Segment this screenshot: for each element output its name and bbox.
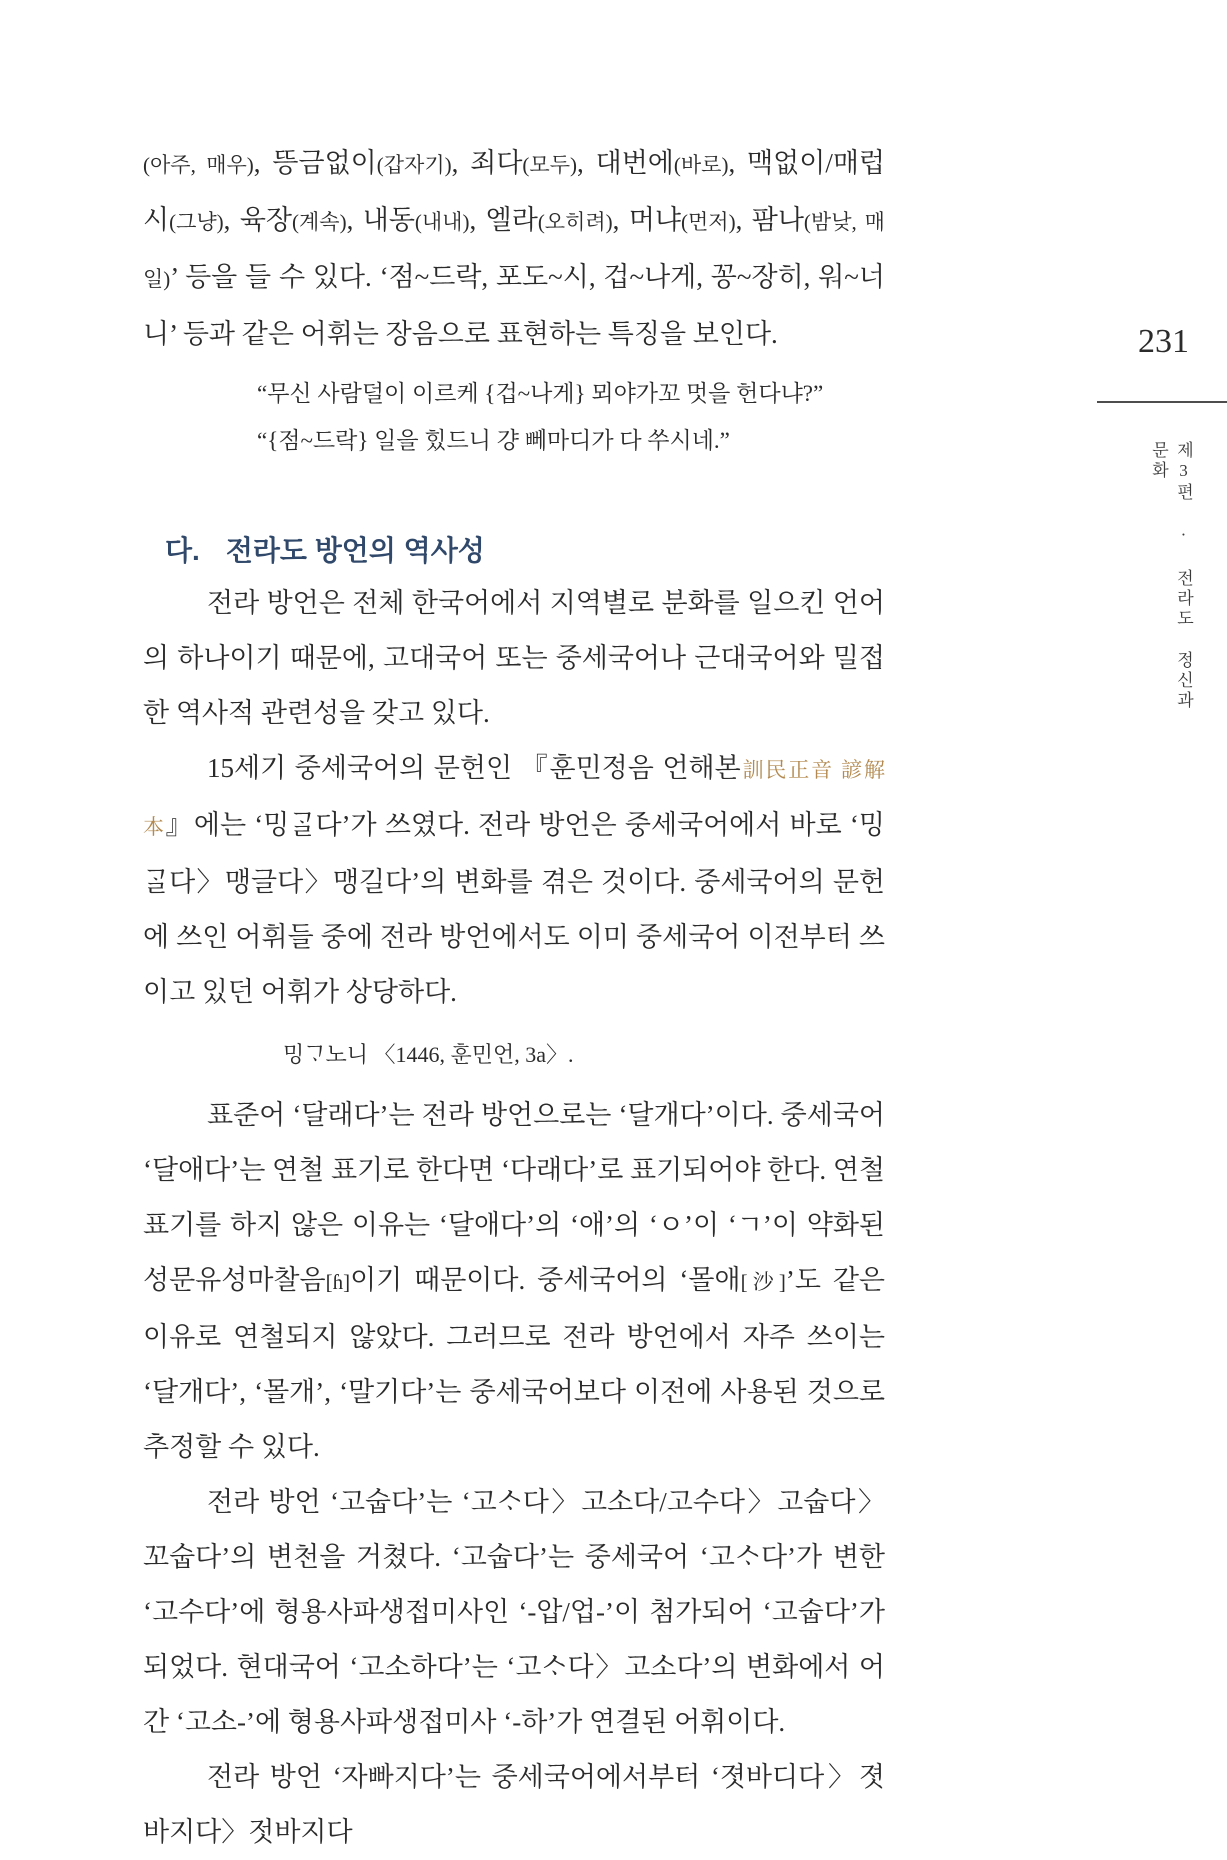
text-segment: 』에는 ‘밍ᄀᆞᆯ다’가 쓰였다. 전라 방언은 중세국어에서 바로 ‘밍ᄀᆞᆯ다〉맹글다〉맹길다’의 변화를 겪은 것이다. 중세국어의 문헌에 쓰인 어휘들 중에 전라 방언에서도 이미 중세국어 이전부터 쓰이고 있던 어휘가 상당하다. [143,810,886,1007]
text-segment: , 대번에 [576,148,674,178]
section-heading-title: 전라도 방언의 역사성 [225,535,485,566]
paragraph-hunminjeongeum [143,741,885,1020]
section-heading-historicity [165,532,885,570]
margin-rule-divider [1097,401,1227,403]
text-segment: , 뜽금없이 [253,148,377,178]
text-segment: , 육장 [223,205,292,235]
text-segment: (바로) [673,153,729,177]
text-segment: 전라 방언은 전체 한국어에서 지역별로 분화를 일으킨 언어의 하나이기 때문에, 고대국어 또는 중세국어나 근대국어와 밀접한 역사적 관련성을 갖고 있다. [143,588,885,728]
text-segment: (밤낮, 매일) [143,210,885,291]
dialect-example-quotes [257,370,885,464]
paragraph-jeolla-dialect-relation [143,576,885,741]
text-segment: 표준어 ‘달래다’는 전라 방언으로는 ‘달개다’이다. 중세국어 ‘달애다’는 연철 표기로 한다면 ‘다래다’로 표기되어야 한다. 연철 표기를 하지 않은 이유는 ‘달애다’의 ‘애’의 ‘ㅇ’이 ‘ㄱ’이 약화된 성문유성마찰음 [143,1100,886,1295]
text-segment: 訓民正音 諺解本 [143,758,885,839]
paragraph-jappajida-partial [143,1750,885,1860]
page-number: 231 [1138,323,1189,360]
text-segment: , 내동 [346,205,415,235]
text-segment: , 맥없이/매럽시 [143,148,885,235]
text-segment: (갑자기) [376,153,452,177]
text-segment: [沙] [740,1270,786,1294]
text-segment: 전라 방언 ‘고숩다’는 ‘고ᄉᆞ다〉고소다/고수다〉고숩다〉꼬숩다’의 변천을 거쳤다. ‘고숩다’는 중세국어 ‘고ᄉᆞ다’가 변한 ‘고수다’에 형용사파생접미사인 ‘-압/업-’이 첨가되어 ‘고숩다’가 되었다. 현대국어 ‘고소하다’는 ‘고ᄉᆞ다〉고소다’의 변화에서 어간 ‘고소-’에 형용사파생접미사 ‘-하’가 연결된 어휘이다. [143,1487,885,1737]
text-segment: (아주, 매우) [143,153,254,177]
text-segment: , 팜나 [735,205,804,235]
text-segment: 15세기 중세국어의 문헌인 『훈민정음 언해본 [207,753,741,783]
text-segment: (모두) [522,153,577,177]
paragraph-gosupda [143,1475,885,1750]
main-text-column [143,136,885,1860]
text-segment: (계속) [292,210,347,234]
citation-minggononi-1446: 밍ᄀᆞ노니 〈1446, 훈민언, 3a〉. [283,1042,574,1067]
text-segment: , 머냐 [612,205,682,235]
text-segment: (내내) [414,210,470,234]
text-segment: ’ 등을 들 수 있다. ‘점~드락, 포도~시, 겁~나게, 꽁~장히, 워~너니’ 등과 같은 어휘는 장음으로 표현하는 특징을 보인다. [143,262,885,349]
text-segment: , 죄다 [451,148,523,178]
text-segment: [ɦ] [325,1270,351,1294]
text-segment: (먼저) [681,210,736,234]
quote-line: “무신 사람덜이 이르케 {겁~나게} 뫼야가꼬 멋을 헌다냐?” [257,381,824,406]
text-segment: (오히려) [537,210,613,234]
chapter-sidebar-label: 제3편 · 전라도 정신과 문화 [1149,441,1193,711]
text-segment: , 엘라 [469,205,538,235]
text-segment: ’도 같은 이유로 연철되지 않았다. 그러므로 전라 방언에서 자주 쓰이는 ‘달개다’, ‘몰개’, ‘말기다’는 중세국어보다 이전에 사용된 것으로 추정할 수 있다. [143,1265,885,1462]
section-heading-label: 다. [165,535,200,566]
paragraph-dialect-vocabulary-continuation [143,136,885,362]
text-segment: (그냥) [169,210,224,234]
text-segment: 이기 때문이다. 중세국어의 ‘몰애 [350,1265,741,1295]
quote-line: “{점~드락} 일을 힜드니 걍 뻬마디가 다 쑤시네.” [257,428,730,453]
paragraph-dallaeda-dalgaeda [143,1088,885,1475]
text-segment: 전라 방언 ‘자빠지다’는 중세국어에서부터 ‘졋바디다〉졋바지다〉젓바지다 [143,1762,885,1847]
